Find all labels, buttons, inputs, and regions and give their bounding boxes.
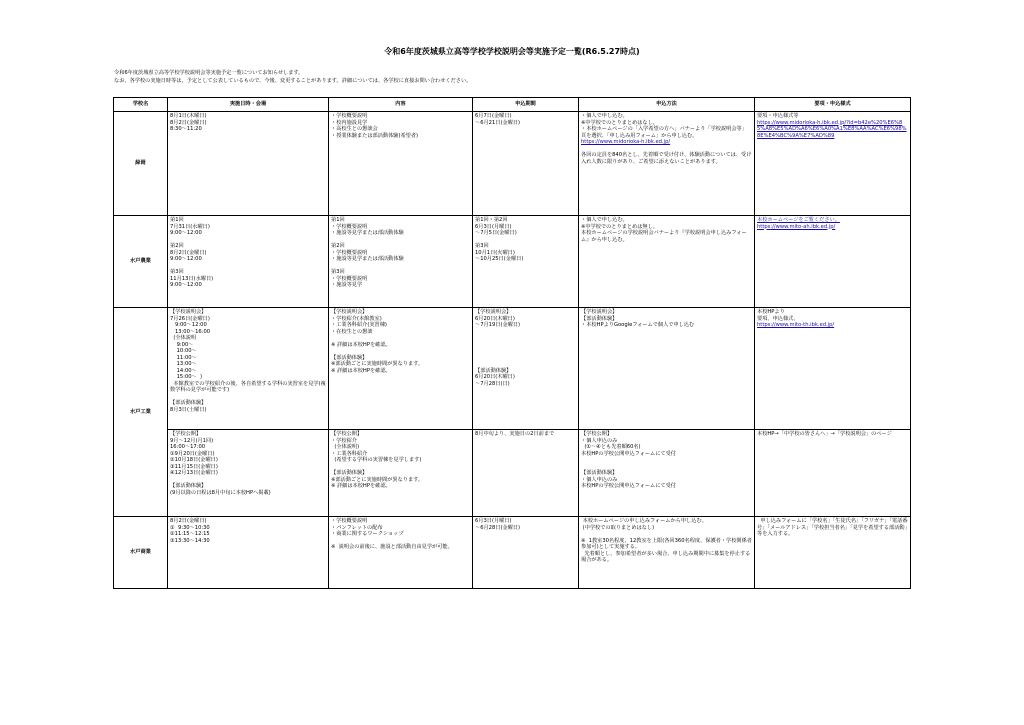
cell-date-venue xyxy=(168,517,329,589)
text-line: 本校HPより xyxy=(757,309,785,315)
text-line: ※ 説明会の前後に、施設と部活動自由見学が可能。 xyxy=(331,544,453,550)
cell-application-method xyxy=(579,517,755,589)
text-line: ・パンフレットの配布 xyxy=(331,524,383,531)
cell-forms xyxy=(755,517,911,589)
page-title: 令和6年度茨城県立高等学校学校説明会等実施予定一覧(R6.5.27時点) xyxy=(384,47,640,56)
text-line: ・校内施設見学 xyxy=(331,119,368,126)
text-block xyxy=(475,309,576,387)
text-line: 8:30～11:20 xyxy=(170,126,202,132)
text-line: ① 9:30～10:30 xyxy=(170,524,210,531)
text-line: 要項・申込様式等 xyxy=(757,113,799,119)
cell-application-period xyxy=(473,430,579,517)
notice-line: なお、各学校の実施日時等は、予定として公表しているもので、今後、変更することがあります。詳細については、各学校に直接お問い合わせください。 xyxy=(114,77,472,84)
cell-application-period xyxy=(473,517,579,589)
text-line: ・個人申込のみ xyxy=(581,476,618,483)
text-line: 第3回 xyxy=(331,269,345,275)
text-line: 本校ホームページの学校説明会バナーより『学校説明会申し込みフォーム』から申し込む。 xyxy=(581,230,747,243)
table-row xyxy=(114,112,911,216)
text-line: 【学校説明会】 xyxy=(475,309,512,315)
text-block xyxy=(475,217,576,237)
text-line: (①～④とも先着順60名) xyxy=(581,444,641,450)
cell-forms xyxy=(755,308,911,430)
text-line: 本校HPの学校公開申込フォームにて受付 xyxy=(581,450,676,457)
text-block xyxy=(757,431,908,438)
text-line: ・高校生との懇談会 xyxy=(331,126,378,132)
notice-line: 令和6年度茨城県立高等学校学校説明会等実施予定一覧についてお知らせします。 xyxy=(114,70,304,76)
text-line: 11:00～ xyxy=(170,354,197,361)
cell-application-method xyxy=(579,430,755,517)
text-line: ～6月21日(金曜日) xyxy=(475,119,521,126)
text-line: ・施設等見学または部活動体験 xyxy=(331,256,404,262)
text-line: 【部活動体験】 xyxy=(170,483,207,489)
header-school: 学校名 xyxy=(114,98,168,112)
text-line: ③13:30～14:30 xyxy=(170,537,210,544)
text-line: 16:00～17:00 xyxy=(170,444,206,450)
text-line: ①9月20日(金曜日) xyxy=(170,450,215,457)
text-line: ～10月25日(金曜日) xyxy=(475,256,524,262)
cell-school: 水戸農業 xyxy=(114,216,168,308)
text-block xyxy=(170,269,326,289)
text-line: 10:00～ xyxy=(170,348,197,354)
text-line: 本校HP→「中学校の皆さんへ」→「学校説明会」のページ xyxy=(757,431,892,437)
text-line: ・本校HPよりGoogleフォームで個人で申し込む xyxy=(581,322,695,328)
header-date-venue: 実施日時・会場 xyxy=(168,98,329,112)
text-block xyxy=(581,309,752,329)
text-block xyxy=(170,113,326,133)
text-line: ※ 詳細は本校HPを確認。 xyxy=(331,483,391,489)
text-line: ・学校概要説明 xyxy=(331,113,368,119)
text-line: 9月～12月(月1回) xyxy=(170,437,214,444)
text-line: ・在校生との懇談 xyxy=(331,328,373,335)
text-line: 要項、申込様式、 xyxy=(757,315,799,322)
text-block xyxy=(170,518,326,544)
cell-date-venue xyxy=(168,308,329,430)
text-line: ③11月15日(金曜日) xyxy=(170,463,218,470)
text-line: 第1回 xyxy=(170,217,184,223)
text-block xyxy=(757,309,908,329)
text-line: 本館教室での学校紹介の後、各自希望する学科の実習室を見学(複数学科の見学が可能です) xyxy=(170,380,326,393)
cell-content xyxy=(329,430,473,517)
table-row xyxy=(114,216,911,308)
text-line: 第1回・第2回 xyxy=(475,217,508,223)
notice-text xyxy=(114,70,471,85)
text-line: ・個人で申し込む。 xyxy=(581,113,628,119)
url-link[interactable]: https://www.mito-th.ibk.ed.jp/ xyxy=(757,322,835,328)
text-line: 9:00～12:00 xyxy=(170,256,202,262)
text-line: ・個人申込のみ xyxy=(581,437,618,444)
text-line: 13:00～ xyxy=(170,361,197,367)
text-block xyxy=(757,113,908,139)
text-block xyxy=(331,269,470,289)
text-line: 15:00～ ) xyxy=(170,374,203,380)
text-line: 【学校公開】 xyxy=(170,431,202,437)
text-block xyxy=(475,243,576,263)
text-line: ・商業に関するワークショップ xyxy=(331,531,404,537)
cell-application-period xyxy=(473,308,579,430)
text-line: ～7月5日(金曜日) xyxy=(475,230,517,236)
text-block xyxy=(170,309,326,394)
schedule-table xyxy=(113,97,911,589)
text-block xyxy=(581,464,752,490)
text-line: ・工業各科紹介 xyxy=(331,450,368,457)
text-line: 本校HPの学校公開申込フォームにて受付 xyxy=(581,483,676,489)
text-block xyxy=(475,113,576,126)
text-line: 【学校説明会】 xyxy=(170,309,207,315)
text-line: 本校ホームページの申し込みフォームから申し込む。 xyxy=(581,518,707,524)
cell-school: 緑岡 xyxy=(114,112,168,216)
text-line: ・本校ホームページの「入学希望の方へ」バナーより「学校説明会等」頁を選択、「申し込み用フォーム」から申し込む。 xyxy=(581,126,747,139)
text-line: 先着順とし、参加希望者が多い場合、申し込み期間中に募集を停止する場合がある。 xyxy=(581,550,751,563)
text-line: ※中学校でのとりまとめはなし。 xyxy=(581,119,658,126)
text-block xyxy=(170,400,326,413)
text-line: 7月26日(金曜日) xyxy=(170,315,210,322)
text-block xyxy=(170,431,326,477)
text-line: 9:00～12:00 xyxy=(170,322,207,328)
text-line: ・学校概要説明 xyxy=(331,249,368,256)
text-block xyxy=(331,217,470,237)
text-line: 6月20日(木曜日) xyxy=(475,374,515,380)
cell-content xyxy=(329,308,473,430)
table-body xyxy=(114,112,911,589)
text-line: ※部活動ごとに実施時間が異なります。 xyxy=(331,476,424,483)
text-line: 11月13日(水曜日) xyxy=(170,275,214,282)
text-block xyxy=(170,483,326,496)
cell-content xyxy=(329,216,473,308)
text-block xyxy=(331,355,470,375)
text-line: ・授業体験または部活動体験(希望者) xyxy=(331,132,419,139)
text-block xyxy=(475,518,576,531)
header-content: 内容 xyxy=(329,98,473,112)
text-block xyxy=(581,431,752,457)
text-line: ・学校概要説明 xyxy=(331,275,368,282)
table-row xyxy=(114,517,911,589)
text-line: 【部活動体験】 xyxy=(331,354,368,361)
text-block xyxy=(170,217,326,237)
text-line: 第3回 xyxy=(170,269,184,275)
table-row xyxy=(114,308,911,430)
cell-forms xyxy=(755,430,911,517)
text-line: (中学校での取りまとめはなし) xyxy=(581,524,655,531)
text-line: 8月2日(金曜日) xyxy=(170,249,207,256)
text-line: (全体説明) xyxy=(331,444,360,450)
text-line: 【学校説明会】 xyxy=(331,309,368,315)
text-line: 7月31日(水曜日) xyxy=(170,223,210,230)
text-line: 【学校説明会】 xyxy=(581,309,618,315)
text-line: 【部活動体験】 xyxy=(331,470,368,476)
text-line: 6月20日(木曜日) xyxy=(475,315,515,322)
text-line: 8月2日(金曜日) xyxy=(170,518,207,524)
text-block xyxy=(581,518,752,564)
cell-application-period xyxy=(473,216,579,308)
cell-date-venue xyxy=(168,216,329,308)
text-line: 9:00～ xyxy=(170,341,194,348)
text-line: ※ 1教室30名程度、12教室を上限(各回360名程度、保護者・学校関係者参加可)として実施する。 xyxy=(581,537,752,550)
text-line: ・学校紹介 xyxy=(331,437,357,444)
text-block xyxy=(757,518,908,538)
text-line: ・学校概要説明 xyxy=(331,223,368,230)
text-line: 9:00～12:00 xyxy=(170,230,202,236)
text-line: 【部活動体験】 xyxy=(581,315,618,322)
text-block xyxy=(331,113,470,139)
text-line: ～7月28日(日) xyxy=(475,380,510,387)
text-line: 【部活動体験】 xyxy=(581,470,618,476)
text-line: 第1回 xyxy=(331,217,345,223)
text-line: ※中学校でのとりまとめは無し。 xyxy=(581,223,658,230)
text-line: 6月3日(月曜日) xyxy=(475,518,512,524)
text-line: ※部活動ごとに実施時間が異なります。 xyxy=(331,361,424,367)
text-line: 【部活動体験】 xyxy=(170,400,207,406)
text-block xyxy=(331,518,470,551)
text-block xyxy=(581,152,752,165)
text-line: ・施設等見学 xyxy=(331,282,363,288)
text-line: 【部活動体験】 xyxy=(475,367,512,374)
cell-forms xyxy=(755,216,911,308)
text-line: 9:00～12:00 xyxy=(170,282,202,288)
text-line: 8月1日(木曜日) xyxy=(170,113,207,119)
cell-forms xyxy=(755,112,911,216)
cell-school: 水戸工業 xyxy=(114,308,168,517)
text-line: 各回の定員を840名とし、先着順で受け付け、体験活動については、受け入れ人数に限りがあり、ご希望に添えないことがあります。 xyxy=(581,152,752,165)
text-line: 【学校公開】 xyxy=(581,431,613,437)
text-line: ・工業各科紹介(実習棟) xyxy=(331,322,387,328)
cell-application-period xyxy=(473,112,579,216)
text-block xyxy=(581,113,752,146)
url-link[interactable]: https://www.mito-ah.ibk.ed.jp/ xyxy=(757,223,836,230)
cell-content xyxy=(329,517,473,589)
text-block xyxy=(581,217,752,243)
text-line: 14:00～ xyxy=(170,367,197,374)
text-line: 6月3日(月曜日) xyxy=(475,223,512,230)
table-row xyxy=(114,430,911,517)
text-line: ②10月18日(金曜日) xyxy=(170,457,218,463)
text-block xyxy=(331,309,470,348)
text-line: 8月中旬より、実施日の2日前まで xyxy=(475,431,555,437)
text-line: 6月7日(金曜日) xyxy=(475,113,512,119)
url-link[interactable]: https://www.midorioka-h.ibk.ed.jp/ xyxy=(581,139,671,145)
header-forms: 要項・申込様式 xyxy=(755,98,911,112)
text-line: ～6月28日(金曜日) xyxy=(475,524,521,531)
cell-application-method xyxy=(579,216,755,308)
cell-school: 水戸商業 xyxy=(114,517,168,589)
text-line: ・施設等見学または部活動体験 xyxy=(331,230,404,236)
text-line: ※ 詳細は本校HPを確認。 xyxy=(331,341,391,348)
text-line: 10月1日(火曜日) xyxy=(475,249,515,256)
text-line: 8月3日(土曜日) xyxy=(170,406,207,413)
text-line: ④12月13日(金曜日) xyxy=(170,470,218,476)
text-line: ・学校概要説明 xyxy=(331,518,368,524)
text-block xyxy=(170,243,326,263)
url-link[interactable]: 本校ホームページをご覧ください。 xyxy=(757,217,840,223)
text-line: ②11:15～12:15 xyxy=(170,531,210,537)
text-line: 第2回 xyxy=(331,243,345,249)
text-block xyxy=(331,243,470,263)
cell-application-method xyxy=(579,112,755,216)
text-line: 13:00～16:00 xyxy=(170,328,211,335)
text-line: ※ 詳細は本校HPを確認。 xyxy=(331,367,391,374)
text-block xyxy=(331,431,470,464)
text-line: (全体説明 xyxy=(170,335,197,341)
cell-date-venue xyxy=(168,430,329,517)
text-line: 申し込みフォームに「学校名」「生徒氏名」「フリガナ」「電話番号」「メールアドレス」「学校担当者名」「見学を希望する部活動」等を入力する。 xyxy=(757,518,908,537)
table-header-row xyxy=(114,98,911,112)
header-application-method: 申込方法 xyxy=(579,98,755,112)
text-line: ・学校紹介(本館教室) xyxy=(331,315,382,322)
header-application-period: 申込期間 xyxy=(473,98,579,112)
text-line: (9月以降の日程は8月中旬に本校HPへ掲載) xyxy=(170,489,271,496)
text-line: 第2回 xyxy=(170,243,184,249)
cell-content xyxy=(329,112,473,216)
text-block xyxy=(331,470,470,490)
text-line: (希望する学科の実習棟を見学します) xyxy=(331,457,422,463)
text-line: ・個人で申し込む。 xyxy=(581,217,628,223)
cell-application-method xyxy=(579,308,755,430)
text-line: 第3回 xyxy=(475,243,489,249)
cell-date-venue xyxy=(168,112,329,216)
url-link[interactable]: https://www.midorioka-h.ibk.ed.jp/?id=b42e%20%E6%85%A8%E5%AD%A6%E6%A0%A1%E8%AA%AC%E6%98%8E%E4%BC%9A%E7%AD%89 xyxy=(757,119,907,139)
text-block xyxy=(475,431,576,438)
text-line: 8月2日(金曜日) xyxy=(170,119,207,126)
text-block xyxy=(757,217,908,230)
text-line: ～7月19日(金曜日) xyxy=(475,322,521,328)
text-line: 【学校公開】 xyxy=(331,431,363,437)
